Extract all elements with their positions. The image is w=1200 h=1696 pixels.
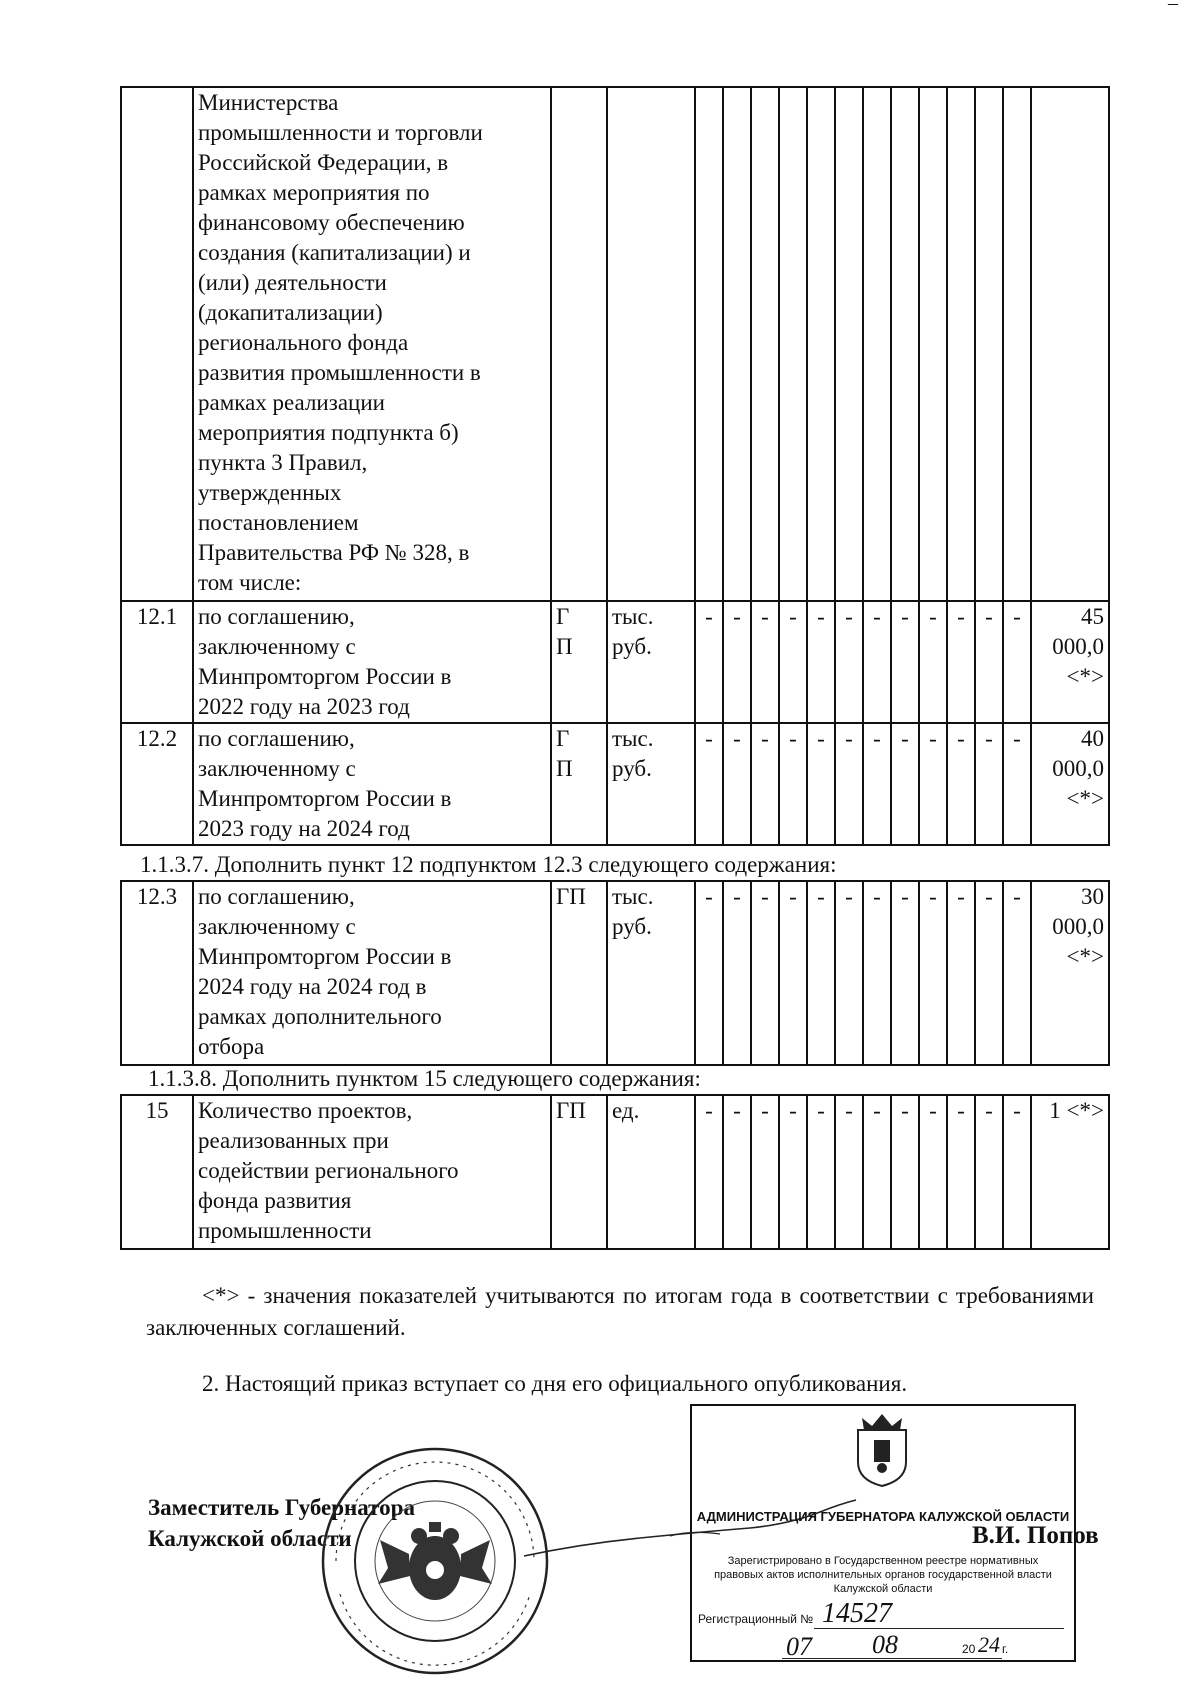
dash-cell: - [723,723,751,845]
reg-date-year-prefix: 20 [962,1642,976,1656]
dash-cell: - [975,1095,1003,1249]
row-number: 12.3 [121,881,193,1065]
empty-cell [975,87,1003,601]
row-name: Количество проектов, реализованных при содействии регионального фонда развития промышленности [193,1095,551,1249]
dash-cell: - [947,601,975,723]
empty-cell [863,87,891,601]
row-type: ГП [551,881,607,1065]
row-value: 1 <*> [1031,1095,1109,1249]
row-unit: тыс. руб. [607,601,695,723]
row-number: 15 [121,1095,193,1249]
dash-cell: - [779,723,807,845]
dash-cell: - [947,723,975,845]
dash-cell: - [695,1095,723,1249]
row-type: Г П [551,601,607,723]
dash-cell: - [919,723,947,845]
row-number: 12.1 [121,601,193,723]
row-name: по соглашению, заключенному с Минпромторгом России в 2024 году на 2024 год в рамках дополнительного отбора [193,881,551,1065]
empty-cell [919,87,947,601]
row-value: 40 000,0 <*> [1031,723,1109,845]
table-row-15 [121,1095,1109,1249]
empty-cell [947,87,975,601]
reg-date-day: 07 [786,1632,812,1661]
empty-cell [1003,87,1031,601]
empty-cell [695,87,723,601]
dash-cell: - [975,723,1003,845]
row-type: ГП [551,1095,607,1249]
handwritten-signature-icon [520,1494,860,1564]
reg-date-month: 08 [872,1630,898,1659]
dash-cell: - [835,723,863,845]
dash-cell: - [807,601,835,723]
empty-cell [835,87,863,601]
page-marker: – [1168,0,1178,14]
table-row-12-3 [121,881,1109,1065]
paragraph-2: 2. Настоящий приказ вступает со дня его официального опубликования. [202,1371,908,1396]
dash-cell: - [695,881,723,1065]
dash-cell: - [1003,601,1031,723]
dash-cell: - [947,881,975,1065]
reg-date-suffix: г. [1002,1642,1009,1656]
dash-cell: - [723,601,751,723]
stamp-line-2: правовых актов исполнительных органов государственной власти [714,1569,1052,1581]
row-name: по соглашению, заключенному с Минпромторгом России в 2023 году на 2024 год [193,723,551,845]
dash-cell: - [807,1095,835,1249]
dash-cell: - [919,881,947,1065]
stamp-header: АДМИНИСТРАЦИЯ ГУБЕРНАТОРА КАЛУЖСКОЙ ОБЛАСТИ [696,1509,1070,1524]
dash-cell: - [863,723,891,845]
empty-cell [807,87,835,601]
dash-cell: - [751,601,779,723]
reg-label: Регистрационный № [698,1612,814,1626]
dash-cell: - [835,601,863,723]
dash-cell: - [891,1095,919,1249]
empty-cell [607,87,695,601]
dash-cell: - [1003,723,1031,845]
row-value: 30 000,0 <*> [1031,881,1109,1065]
row-unit: тыс. руб. [607,881,695,1065]
stamp-line-1: Зарегистрировано в Государственном реестре нормативных [727,1555,1039,1567]
indicators-table [120,86,1110,846]
empty-cell [891,87,919,601]
signer-title: Заместитель Губернатора Калужской области [148,1495,415,1551]
heading-1-1-3-7: 1.1.3.7. Дополнить пункт 12 подпунктом 12.3 следующего содержания: [140,852,837,877]
dash-cell: - [891,601,919,723]
empty-cell [751,87,779,601]
dash-cell: - [1003,1095,1031,1249]
row-12-3-table [120,880,1110,1066]
dash-cell: - [723,1095,751,1249]
table-row-12-2 [121,723,1109,845]
dash-cell: - [835,881,863,1065]
row-unit: ед. [607,1095,695,1249]
row-unit: тыс. руб. [607,723,695,845]
dash-cell: - [891,723,919,845]
table-row-12-1 [121,601,1109,723]
empty-cell [779,87,807,601]
name-cell: Министерства промышленности и торговли Российской Федерации, в рамках мероприятия по финансовому обеспечению создания (капитализации) и (или) деятельности (докапитализации) регионального фонда развития промышленности в рамках реализации мероприятия подпункта б) пункта 3 Правил, утвержденных постановлением Правительства РФ № 328, в том числе: [193,87,551,601]
dash-cell: - [807,881,835,1065]
dash-cell: - [863,1095,891,1249]
signer-name: В.И. Попов [972,1522,1099,1549]
dash-cell: - [807,723,835,845]
dash-cell: - [751,723,779,845]
dash-cell: - [695,723,723,845]
dash-cell: - [975,601,1003,723]
empty-cell [723,87,751,601]
heading-1-1-3-8: 1.1.3.8. Дополнить пунктом 15 следующего содержания: [148,1066,701,1091]
row-type: Г П [551,723,607,845]
empty-cell [1031,87,1109,601]
dash-cell: - [947,1095,975,1249]
dash-cell: - [975,881,1003,1065]
dash-cell: - [751,881,779,1065]
dash-cell: - [863,601,891,723]
reg-number: 14527 [822,1598,892,1629]
dash-cell: - [919,601,947,723]
row-number: 12.2 [121,723,193,845]
dash-cell: - [751,1095,779,1249]
dash-cell: - [723,881,751,1065]
table-row-12-cont [121,87,1109,601]
row-value: 45 000,0 <*> [1031,601,1109,723]
dash-cell: - [919,1095,947,1249]
empty-cell [551,87,607,601]
stamp-line-3: Калужской области [833,1583,933,1595]
dash-cell: - [1003,881,1031,1065]
dash-cell: - [863,881,891,1065]
num-cell [121,87,193,601]
row-15-table [120,1094,1110,1250]
row-name: по соглашению, заключенному с Минпромторгом России в 2022 году на 2023 год [193,601,551,723]
footnote: <*> - значения показателей учитываются по итогам года в соответствии с требованиями заключенных соглашений. [146,1283,1094,1340]
dash-cell: - [779,1095,807,1249]
official-seal-icon [318,1444,552,1678]
reg-date-year: 24 [978,1632,1000,1657]
dash-cell: - [695,601,723,723]
dash-cell: - [891,881,919,1065]
dash-cell: - [835,1095,863,1249]
coat-of-arms-icon [852,1410,912,1488]
dash-cell: - [779,881,807,1065]
dash-cell: - [779,601,807,723]
